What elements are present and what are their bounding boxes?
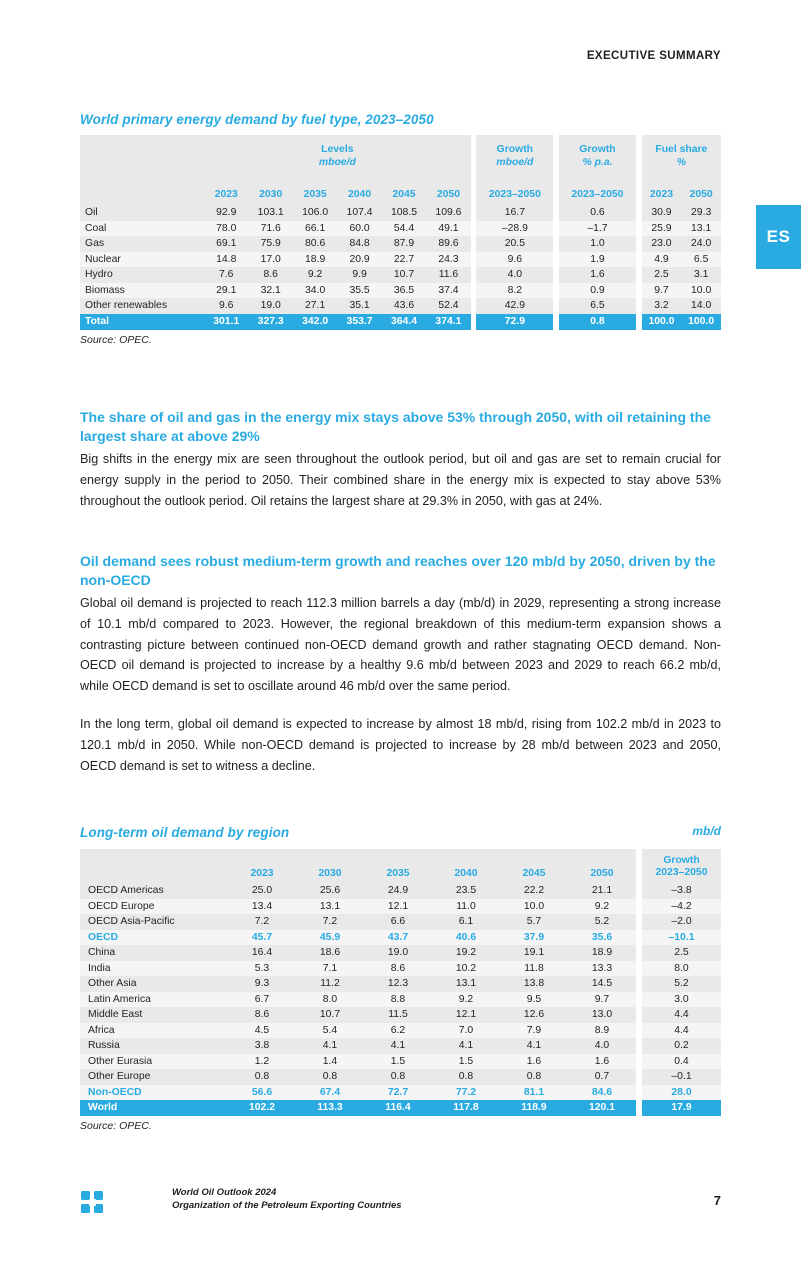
cell: –10.1 bbox=[642, 930, 721, 946]
cell: 9.9 bbox=[337, 267, 381, 283]
cell: 30.9 bbox=[642, 205, 682, 221]
cell: 9.2 bbox=[432, 992, 500, 1008]
cell: 1.5 bbox=[364, 1054, 432, 1070]
cell: 89.6 bbox=[426, 236, 470, 252]
footer-title: World Oil Outlook 2024 bbox=[172, 1187, 277, 1198]
table-row bbox=[80, 252, 721, 268]
table2-block bbox=[80, 824, 721, 1132]
section2-paragraph-1: Global oil demand is projected to reach 112.3 million barrels a day (mb/d) in 2029, representing a strong increase of 10.1 mb/d compared to 2023. However, the regional breakdown of this medium-term expansion shows a contrasting picture between continued non-OECD demand growth and rather stagnating OECD demand. Non-OECD oil demand is projected to increase by a healthy 9.6 mb/d between 2023 and 2029 to reach 66.2 mb/d, while OECD demand is set to oscillate around 46 mb/d over the same period. bbox=[80, 596, 721, 694]
cell: 4.1 bbox=[500, 1038, 568, 1054]
cell: 18.9 bbox=[568, 945, 636, 961]
cell: 8.6 bbox=[364, 961, 432, 977]
cell: 16.4 bbox=[228, 945, 296, 961]
cell: 4.4 bbox=[642, 1023, 721, 1039]
cell: –28.9 bbox=[476, 221, 553, 237]
cell: 1.0 bbox=[559, 236, 636, 252]
cell: 27.1 bbox=[293, 298, 337, 314]
table1-col-2035: 2035 bbox=[293, 174, 337, 205]
cell: 21.1 bbox=[568, 883, 636, 899]
cell: 29.1 bbox=[204, 283, 248, 299]
cell: 18.9 bbox=[293, 252, 337, 268]
cell: 6.7 bbox=[228, 992, 296, 1008]
cell: –1.7 bbox=[559, 221, 636, 237]
cell: 20.9 bbox=[337, 252, 381, 268]
table1-row-label: Biomass bbox=[80, 283, 204, 299]
cell: 7.6 bbox=[204, 267, 248, 283]
section1-block bbox=[80, 408, 721, 511]
cell: 11.2 bbox=[296, 976, 364, 992]
table1-row-label: Other renewables bbox=[80, 298, 204, 314]
cell: 1.4 bbox=[296, 1054, 364, 1070]
section2-heading: Oil demand sees robust medium-term growth and reaches over 120 mb/d by 2050, driven by the non-OECD bbox=[80, 553, 716, 588]
running-head: EXECUTIVE SUMMARY bbox=[586, 50, 721, 62]
cell: 5.4 bbox=[296, 1023, 364, 1039]
cell: 52.4 bbox=[426, 298, 470, 314]
cell: 16.7 bbox=[476, 205, 553, 221]
table2-growth-label: Growth bbox=[663, 855, 700, 866]
cell: 1.6 bbox=[568, 1054, 636, 1070]
cell: 107.4 bbox=[337, 205, 381, 221]
section2-block bbox=[80, 552, 721, 776]
table1-unit-growth-pct: % p.a. bbox=[559, 157, 636, 174]
cell: 0.8 bbox=[432, 1069, 500, 1085]
table1-unit-levels: mboe/d bbox=[204, 157, 471, 174]
cell: 77.2 bbox=[432, 1085, 500, 1101]
cell: 3.2 bbox=[642, 298, 682, 314]
table2-source: Source: OPEC. bbox=[80, 1119, 152, 1132]
cell: 120.1 bbox=[568, 1100, 636, 1116]
cell: 1.6 bbox=[559, 267, 636, 283]
cell: 5.2 bbox=[642, 976, 721, 992]
cell: 9.5 bbox=[500, 992, 568, 1008]
cell: 103.1 bbox=[248, 205, 292, 221]
cell: 0.6 bbox=[559, 205, 636, 221]
cell: –3.8 bbox=[642, 883, 721, 899]
cell: 4.5 bbox=[228, 1023, 296, 1039]
table-row bbox=[80, 883, 721, 899]
table-row bbox=[80, 1007, 721, 1023]
table2-col-2045: 2045 bbox=[500, 849, 568, 883]
cell: 43.7 bbox=[364, 930, 432, 946]
table1-col-2023: 2023 bbox=[204, 174, 248, 205]
table1-col-growth-pct: 2023–2050 bbox=[559, 174, 636, 205]
cell: 1.5 bbox=[432, 1054, 500, 1070]
cell: 327.3 bbox=[248, 314, 292, 331]
table-row bbox=[80, 267, 721, 283]
table2-col-2050: 2050 bbox=[568, 849, 636, 883]
cell: 18.6 bbox=[296, 945, 364, 961]
cell: 116.4 bbox=[364, 1100, 432, 1116]
table2-row-label: India bbox=[80, 961, 228, 977]
table1-row-label: Nuclear bbox=[80, 252, 204, 268]
cell: 36.5 bbox=[382, 283, 426, 299]
cell: 13.3 bbox=[568, 961, 636, 977]
table-row bbox=[80, 976, 721, 992]
cell: 12.6 bbox=[500, 1007, 568, 1023]
cell: 6.5 bbox=[559, 298, 636, 314]
cell: 37.4 bbox=[426, 283, 470, 299]
cell: –0.1 bbox=[642, 1069, 721, 1085]
cell: 43.6 bbox=[382, 298, 426, 314]
cell: 11.0 bbox=[432, 899, 500, 915]
table-row bbox=[80, 1023, 721, 1039]
cell: 13.1 bbox=[681, 221, 721, 237]
cell: 8.6 bbox=[228, 1007, 296, 1023]
table2-world-row bbox=[80, 1100, 721, 1116]
table1-total-row bbox=[80, 314, 721, 331]
cell: –4.2 bbox=[642, 899, 721, 915]
cell: 42.9 bbox=[476, 298, 553, 314]
cell: 56.6 bbox=[228, 1085, 296, 1101]
cell: 24.3 bbox=[426, 252, 470, 268]
cell: 100.0 bbox=[681, 314, 721, 331]
table1-group-growth-abs: Growth bbox=[476, 135, 553, 157]
cell: 10.0 bbox=[500, 899, 568, 915]
table-row bbox=[80, 236, 721, 252]
cell: 13.8 bbox=[500, 976, 568, 992]
table-row bbox=[80, 914, 721, 930]
cell: 45.7 bbox=[228, 930, 296, 946]
cell: 14.8 bbox=[204, 252, 248, 268]
cell: 0.4 bbox=[642, 1054, 721, 1070]
cell: 100.0 bbox=[642, 314, 682, 331]
cell: 9.2 bbox=[293, 267, 337, 283]
cell: 0.8 bbox=[228, 1069, 296, 1085]
table1-group-growth-pct: Growth bbox=[559, 135, 636, 157]
cell: 118.9 bbox=[500, 1100, 568, 1116]
cell: 4.0 bbox=[476, 267, 553, 283]
cell: 3.8 bbox=[228, 1038, 296, 1054]
cell: 28.0 bbox=[642, 1085, 721, 1101]
cell: 364.4 bbox=[382, 314, 426, 331]
cell: 353.7 bbox=[337, 314, 381, 331]
cell: 106.0 bbox=[293, 205, 337, 221]
table-row bbox=[80, 1038, 721, 1054]
cell: 4.0 bbox=[568, 1038, 636, 1054]
table1-col-2050: 2050 bbox=[426, 174, 470, 205]
cell: 14.5 bbox=[568, 976, 636, 992]
cell: 84.6 bbox=[568, 1085, 636, 1101]
table1-unit-growth-abs: mboe/d bbox=[476, 157, 553, 174]
table2-row-label: China bbox=[80, 945, 228, 961]
table-row bbox=[80, 945, 721, 961]
cell: 13.0 bbox=[568, 1007, 636, 1023]
table1-col-2030: 2030 bbox=[248, 174, 292, 205]
cell: 24.9 bbox=[364, 883, 432, 899]
cell: 11.6 bbox=[426, 267, 470, 283]
section1-paragraph: Big shifts in the energy mix are seen throughout the outlook period, but oil and gas are set to remain crucial for energy supply in the period to 2050. Their combined share in the energy mix is expected to stay above 53% throughout the outlook period. Oil retains the largest share at 29.3% in 2050, with gas at 24%. bbox=[80, 452, 721, 508]
cell: 0.8 bbox=[559, 314, 636, 331]
table-row bbox=[80, 283, 721, 299]
table-row bbox=[80, 1054, 721, 1070]
cell: 24.0 bbox=[681, 236, 721, 252]
cell: 13.4 bbox=[228, 899, 296, 915]
table1-row-label: Hydro bbox=[80, 267, 204, 283]
cell: 109.6 bbox=[426, 205, 470, 221]
cell: 0.8 bbox=[500, 1069, 568, 1085]
cell: 14.0 bbox=[681, 298, 721, 314]
cell: 1.6 bbox=[500, 1054, 568, 1070]
cell: 8.6 bbox=[248, 267, 292, 283]
table2-row-label: Africa bbox=[80, 1023, 228, 1039]
cell: 37.9 bbox=[500, 930, 568, 946]
table-row bbox=[80, 221, 721, 237]
cell: 67.4 bbox=[296, 1085, 364, 1101]
cell: 22.2 bbox=[500, 883, 568, 899]
cell: 45.9 bbox=[296, 930, 364, 946]
cell: 10.2 bbox=[432, 961, 500, 977]
cell: 66.1 bbox=[293, 221, 337, 237]
cell: 4.9 bbox=[642, 252, 682, 268]
cell: 19.0 bbox=[364, 945, 432, 961]
cell: 5.3 bbox=[228, 961, 296, 977]
table1-group-unit-row bbox=[80, 157, 721, 174]
cell: 12.3 bbox=[364, 976, 432, 992]
cell: 35.5 bbox=[337, 283, 381, 299]
table1-group-levels: Levels bbox=[204, 135, 471, 157]
cell: 10.7 bbox=[382, 267, 426, 283]
cell: 4.4 bbox=[642, 1007, 721, 1023]
cell: 54.4 bbox=[382, 221, 426, 237]
table2-column-header-row bbox=[80, 849, 721, 883]
cell: 35.6 bbox=[568, 930, 636, 946]
cell: 40.6 bbox=[432, 930, 500, 946]
cell: 7.1 bbox=[296, 961, 364, 977]
cell: 6.5 bbox=[681, 252, 721, 268]
table2-col-2040: 2040 bbox=[432, 849, 500, 883]
cell: 9.6 bbox=[204, 298, 248, 314]
cell: 35.1 bbox=[337, 298, 381, 314]
table2-row-label: Other Asia bbox=[80, 976, 228, 992]
cell: 49.1 bbox=[426, 221, 470, 237]
cell: 72.9 bbox=[476, 314, 553, 331]
cell: 5.7 bbox=[500, 914, 568, 930]
cell: 9.7 bbox=[642, 283, 682, 299]
cell: 3.0 bbox=[642, 992, 721, 1008]
table-row bbox=[80, 992, 721, 1008]
table2-col-growth bbox=[642, 849, 721, 883]
cell: 92.9 bbox=[204, 205, 248, 221]
cell: 17.9 bbox=[642, 1100, 721, 1116]
table2-col-2023: 2023 bbox=[228, 849, 296, 883]
cell: 84.8 bbox=[337, 236, 381, 252]
cell: 9.7 bbox=[568, 992, 636, 1008]
cell: –2.0 bbox=[642, 914, 721, 930]
cell: 71.6 bbox=[248, 221, 292, 237]
cell: 8.0 bbox=[642, 961, 721, 977]
table2-row-label: Non-OECD bbox=[80, 1085, 228, 1101]
cell: 0.8 bbox=[364, 1069, 432, 1085]
cell: 25.6 bbox=[296, 883, 364, 899]
cell: 7.2 bbox=[228, 914, 296, 930]
table2-row-label: Other Europe bbox=[80, 1069, 228, 1085]
section-tab-es: ES bbox=[756, 205, 801, 269]
table1-title: World primary energy demand by fuel type, 2023–2050 bbox=[80, 112, 434, 127]
table1-group-header-row bbox=[80, 135, 721, 157]
cell: 22.7 bbox=[382, 252, 426, 268]
cell: 11.5 bbox=[364, 1007, 432, 1023]
cell: 19.0 bbox=[248, 298, 292, 314]
cell: 117.8 bbox=[432, 1100, 500, 1116]
table2-row-label: OECD Americas bbox=[80, 883, 228, 899]
cell: 9.3 bbox=[228, 976, 296, 992]
table1-block bbox=[80, 112, 721, 346]
cell: 75.9 bbox=[248, 236, 292, 252]
table-row bbox=[80, 961, 721, 977]
cell: 20.5 bbox=[476, 236, 553, 252]
cell: 1.2 bbox=[228, 1054, 296, 1070]
table-world-primary-energy-demand bbox=[80, 135, 721, 330]
section2-paragraph-2: In the long term, global oil demand is expected to increase by almost 18 mb/d, rising from 102.2 mb/d in 2023 to 120.1 mb/d in 2050. While non-OECD demand is projected to increase by 28 mb/d between 2023 and 2050, OECD demand is set to witness a decline. bbox=[80, 716, 721, 773]
cell: 69.1 bbox=[204, 236, 248, 252]
table1-row-label: Gas bbox=[80, 236, 204, 252]
cell: 301.1 bbox=[204, 314, 248, 331]
table1-group-fuel-share: Fuel share bbox=[642, 135, 721, 157]
cell: 80.6 bbox=[293, 236, 337, 252]
table2-row-label: OECD Europe bbox=[80, 899, 228, 915]
footer-subtitle: Organization of the Petroleum Exporting Countries bbox=[172, 1200, 402, 1211]
cell: 11.8 bbox=[500, 961, 568, 977]
table2-row-label: Latin America bbox=[80, 992, 228, 1008]
cell: 78.0 bbox=[204, 221, 248, 237]
cell: 25.0 bbox=[228, 883, 296, 899]
cell: 6.6 bbox=[364, 914, 432, 930]
cell: 17.0 bbox=[248, 252, 292, 268]
table-row bbox=[80, 298, 721, 314]
cell: 9.6 bbox=[476, 252, 553, 268]
table1-unit-fuel-share: % bbox=[642, 157, 721, 174]
cell: 0.8 bbox=[296, 1069, 364, 1085]
table1-column-header-row bbox=[80, 174, 721, 205]
cell: 23.0 bbox=[642, 236, 682, 252]
cell: 6.2 bbox=[364, 1023, 432, 1039]
cell: 6.1 bbox=[432, 914, 500, 930]
table1-row-label: Coal bbox=[80, 221, 204, 237]
table2-growth-period: 2023–2050 bbox=[655, 867, 708, 878]
cell: 4.1 bbox=[432, 1038, 500, 1054]
table-row bbox=[80, 899, 721, 915]
table-long-term-oil-demand-by-region bbox=[80, 849, 721, 1116]
table2-unit: mb/d bbox=[692, 824, 721, 838]
opec-logo bbox=[80, 1190, 106, 1216]
table1-col-share-2023: 2023 bbox=[642, 174, 682, 205]
table1-col-growth-abs: 2023–2050 bbox=[476, 174, 553, 205]
cell: 0.9 bbox=[559, 283, 636, 299]
cell: 19.2 bbox=[432, 945, 500, 961]
table1-col-share-2050: 2050 bbox=[681, 174, 721, 205]
section1-heading: The share of oil and gas in the energy mix stays above 53% through 2050, with oil retaining the largest share at above 29% bbox=[80, 409, 711, 444]
cell: 7.2 bbox=[296, 914, 364, 930]
table2-col-2030: 2030 bbox=[296, 849, 364, 883]
cell: 1.9 bbox=[559, 252, 636, 268]
table1-source: Source: OPEC. bbox=[80, 334, 152, 346]
table2-row-label: OECD bbox=[80, 930, 228, 946]
cell: 8.8 bbox=[364, 992, 432, 1008]
table2-world-label: World bbox=[80, 1100, 228, 1116]
cell: 8.2 bbox=[476, 283, 553, 299]
cell: 10.0 bbox=[681, 283, 721, 299]
cell: 13.1 bbox=[432, 976, 500, 992]
page-number: 7 bbox=[713, 1193, 721, 1208]
cell: 10.7 bbox=[296, 1007, 364, 1023]
table2-subtotal-row-non-oecd bbox=[80, 1085, 721, 1101]
cell: 60.0 bbox=[337, 221, 381, 237]
cell: 4.1 bbox=[364, 1038, 432, 1054]
cell: 12.1 bbox=[364, 899, 432, 915]
table2-col-2035: 2035 bbox=[364, 849, 432, 883]
cell: 32.1 bbox=[248, 283, 292, 299]
cell: 0.2 bbox=[642, 1038, 721, 1054]
cell: 19.1 bbox=[500, 945, 568, 961]
table-row bbox=[80, 1069, 721, 1085]
table1-col-2040: 2040 bbox=[337, 174, 381, 205]
cell: 342.0 bbox=[293, 314, 337, 331]
cell: 3.1 bbox=[681, 267, 721, 283]
cell: 8.0 bbox=[296, 992, 364, 1008]
cell: 4.1 bbox=[296, 1038, 364, 1054]
table-row bbox=[80, 205, 721, 221]
table2-row-label: Other Eurasia bbox=[80, 1054, 228, 1070]
cell: 34.0 bbox=[293, 283, 337, 299]
cell: 12.1 bbox=[432, 1007, 500, 1023]
table2-row-label: Russia bbox=[80, 1038, 228, 1054]
table1-total-label: Total bbox=[80, 314, 204, 331]
cell: 374.1 bbox=[426, 314, 470, 331]
cell: 2.5 bbox=[642, 267, 682, 283]
table2-title: Long-term oil demand by region bbox=[80, 825, 290, 840]
cell: 25.9 bbox=[642, 221, 682, 237]
cell: 2.5 bbox=[642, 945, 721, 961]
cell: 72.7 bbox=[364, 1085, 432, 1101]
cell: 13.1 bbox=[296, 899, 364, 915]
cell: 7.9 bbox=[500, 1023, 568, 1039]
cell: 0.7 bbox=[568, 1069, 636, 1085]
table1-col-2045: 2045 bbox=[382, 174, 426, 205]
cell: 81.1 bbox=[500, 1085, 568, 1101]
cell: 87.9 bbox=[382, 236, 426, 252]
cell: 29.3 bbox=[681, 205, 721, 221]
table2-row-label: OECD Asia-Pacific bbox=[80, 914, 228, 930]
cell: 9.2 bbox=[568, 899, 636, 915]
cell: 113.3 bbox=[296, 1100, 364, 1116]
cell: 5.2 bbox=[568, 914, 636, 930]
cell: 102.2 bbox=[228, 1100, 296, 1116]
cell: 23.5 bbox=[432, 883, 500, 899]
table2-subtotal-row-oecd bbox=[80, 930, 721, 946]
cell: 108.5 bbox=[382, 205, 426, 221]
table1-row-label: Oil bbox=[80, 205, 204, 221]
table2-row-label: Middle East bbox=[80, 1007, 228, 1023]
cell: 7.0 bbox=[432, 1023, 500, 1039]
cell: 8.9 bbox=[568, 1023, 636, 1039]
